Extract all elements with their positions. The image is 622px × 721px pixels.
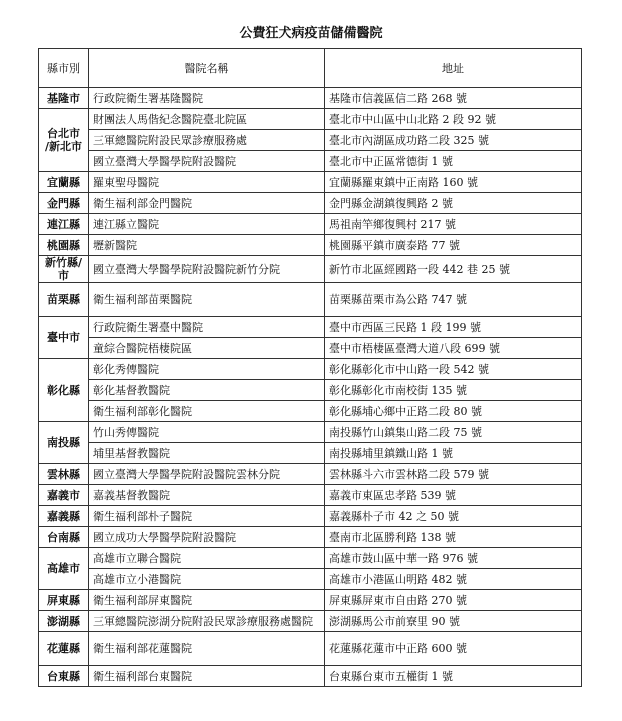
hospital-name-cell: 行政院衛生署臺中醫院 <box>89 317 325 338</box>
document-title: 公費狂犬病疫苗儲備醫院 <box>239 26 383 41</box>
address-cell: 南投縣埔里鎮鐵山路 1 號 <box>325 443 582 464</box>
county-cell: 台北市 /新北市 <box>39 109 89 172</box>
address-cell: 彰化縣埔心鄉中正路二段 80 號 <box>325 401 582 422</box>
hospital-name-cell: 衛生福利部金門醫院 <box>89 193 325 214</box>
hospital-name-cell: 衛生福利部台東醫院 <box>89 666 325 687</box>
address-cell: 馬祖南竿鄉復興村 217 號 <box>325 214 582 235</box>
county-cell: 南投縣 <box>39 422 89 464</box>
address-cell: 臺北市中山區中山北路 2 段 92 號 <box>325 109 582 130</box>
table-row <box>39 611 582 632</box>
county-cell: 新竹縣/ 市 <box>39 256 89 283</box>
table-row <box>39 527 582 548</box>
table-row <box>39 193 582 214</box>
county-cell: 台東縣 <box>39 666 89 687</box>
county-cell: 雲林縣 <box>39 464 89 485</box>
county-cell: 澎湖縣 <box>39 611 89 632</box>
table-row <box>39 359 582 380</box>
table-row <box>39 214 582 235</box>
table-row <box>39 235 582 256</box>
hospital-name-cell: 竹山秀傳醫院 <box>89 422 325 443</box>
hospital-name-cell: 衛生福利部屏東醫院 <box>89 590 325 611</box>
table-row <box>39 88 582 109</box>
county-cell: 花蓮縣 <box>39 632 89 666</box>
table-row <box>39 256 582 283</box>
hospital-name-cell: 國立臺灣大學醫學院附設醫院 <box>89 151 325 172</box>
address-cell: 基隆市信義區信二路 268 號 <box>325 88 582 109</box>
address-cell: 桃園縣平鎮市廣泰路 77 號 <box>325 235 582 256</box>
address-cell: 彰化縣彰化市中山路一段 542 號 <box>325 359 582 380</box>
hospital-name-cell: 彰化基督教醫院 <box>89 380 325 401</box>
address-cell: 宜蘭縣羅東鎮中正南路 160 號 <box>325 172 582 193</box>
table-row <box>39 172 582 193</box>
address-cell: 新竹市北區經國路一段 442 巷 25 號 <box>325 256 582 283</box>
county-cell: 連江縣 <box>39 214 89 235</box>
address-cell: 高雄市小港區山明路 482 號 <box>325 569 582 590</box>
header-hospital: 醫院名稱 <box>89 49 325 88</box>
hospital-name-cell: 國立成功大學醫學院附設醫院 <box>89 527 325 548</box>
address-cell: 南投縣竹山鎮集山路二段 75 號 <box>325 422 582 443</box>
hospital-name-cell: 三軍總醫院附設民眾診療服務處 <box>89 130 325 151</box>
address-cell: 苗栗縣苗栗市為公路 747 號 <box>325 283 582 317</box>
county-cell: 金門縣 <box>39 193 89 214</box>
table-row <box>39 569 582 590</box>
table-row <box>39 380 582 401</box>
header-county: 縣市別 <box>39 49 89 88</box>
table-row <box>39 506 582 527</box>
county-cell: 宜蘭縣 <box>39 172 89 193</box>
address-cell: 嘉義市東區忠孝路 539 號 <box>325 485 582 506</box>
hospital-table <box>38 48 582 687</box>
table-row <box>39 151 582 172</box>
address-cell: 嘉義縣朴子市 42 之 50 號 <box>325 506 582 527</box>
table-row <box>39 666 582 687</box>
county-cell: 彰化縣 <box>39 359 89 422</box>
address-cell: 高雄市鼓山區中華一路 976 號 <box>325 548 582 569</box>
table-row <box>39 548 582 569</box>
table-row <box>39 109 582 130</box>
address-cell: 彰化縣彰化市南校街 135 號 <box>325 380 582 401</box>
header-row <box>39 49 582 88</box>
address-cell: 金門縣金湖鎮復興路 2 號 <box>325 193 582 214</box>
hospital-name-cell: 衛生福利部彰化醫院 <box>89 401 325 422</box>
address-cell: 台東縣台東市五權街 1 號 <box>325 666 582 687</box>
hospital-name-cell: 財團法人馬偕紀念醫院臺北院區 <box>89 109 325 130</box>
hospital-name-cell: 高雄市立聯合醫院 <box>89 548 325 569</box>
hospital-name-cell: 國立臺灣大學醫學院附設醫院雲林分院 <box>89 464 325 485</box>
hospital-name-cell: 壢新醫院 <box>89 235 325 256</box>
table-row <box>39 317 582 338</box>
hospital-name-cell: 埔里基督教醫院 <box>89 443 325 464</box>
table-row <box>39 590 582 611</box>
hospital-name-cell: 彰化秀傳醫院 <box>89 359 325 380</box>
address-cell: 臺北市中正區常德街 1 號 <box>325 151 582 172</box>
hospital-name-cell: 衛生福利部苗栗醫院 <box>89 283 325 317</box>
county-cell: 高雄市 <box>39 548 89 590</box>
county-cell: 屏東縣 <box>39 590 89 611</box>
address-cell: 澎湖縣馬公市前寮里 90 號 <box>325 611 582 632</box>
county-cell: 桃園縣 <box>39 235 89 256</box>
address-cell: 臺中市梧棲區臺灣大道八段 699 號 <box>325 338 582 359</box>
table-row <box>39 401 582 422</box>
county-cell: 台南縣 <box>39 527 89 548</box>
hospital-name-cell: 嘉義基督教醫院 <box>89 485 325 506</box>
county-cell: 基隆市 <box>39 88 89 109</box>
hospital-name-cell: 衛生福利部朴子醫院 <box>89 506 325 527</box>
hospital-name-cell: 行政院衛生署基隆醫院 <box>89 88 325 109</box>
table-row <box>39 485 582 506</box>
header-address: 地址 <box>325 49 582 88</box>
hospital-name-cell: 童綜合醫院梧棲院區 <box>89 338 325 359</box>
table-row <box>39 338 582 359</box>
table-row <box>39 283 582 317</box>
hospital-name-cell: 連江縣立醫院 <box>89 214 325 235</box>
county-cell: 嘉義市 <box>39 485 89 506</box>
county-cell: 嘉義縣 <box>39 506 89 527</box>
address-cell: 臺南市北區勝利路 138 號 <box>325 527 582 548</box>
address-cell: 臺北市內湖區成功路二段 325 號 <box>325 130 582 151</box>
address-cell: 屏東縣屏東市自由路 270 號 <box>325 590 582 611</box>
address-cell: 雲林縣斗六市雲林路二段 579 號 <box>325 464 582 485</box>
county-cell: 苗栗縣 <box>39 283 89 317</box>
table-row <box>39 130 582 151</box>
table-row <box>39 443 582 464</box>
hospital-name-cell: 羅東聖母醫院 <box>89 172 325 193</box>
address-cell: 花蓮縣花蓮市中正路 600 號 <box>325 632 582 666</box>
hospital-name-cell: 三軍總醫院澎湖分院附設民眾診療服務處醫院 <box>89 611 325 632</box>
table-row <box>39 464 582 485</box>
county-cell: 臺中市 <box>39 317 89 359</box>
hospital-name-cell: 衛生福利部花蓮醫院 <box>89 632 325 666</box>
table-body <box>39 88 582 687</box>
address-cell: 臺中市西區三民路 1 段 199 號 <box>325 317 582 338</box>
table-row <box>39 422 582 443</box>
hospital-name-cell: 國立臺灣大學醫學院附設醫院新竹分院 <box>89 256 325 283</box>
hospital-name-cell: 高雄市立小港醫院 <box>89 569 325 590</box>
table-row <box>39 632 582 666</box>
